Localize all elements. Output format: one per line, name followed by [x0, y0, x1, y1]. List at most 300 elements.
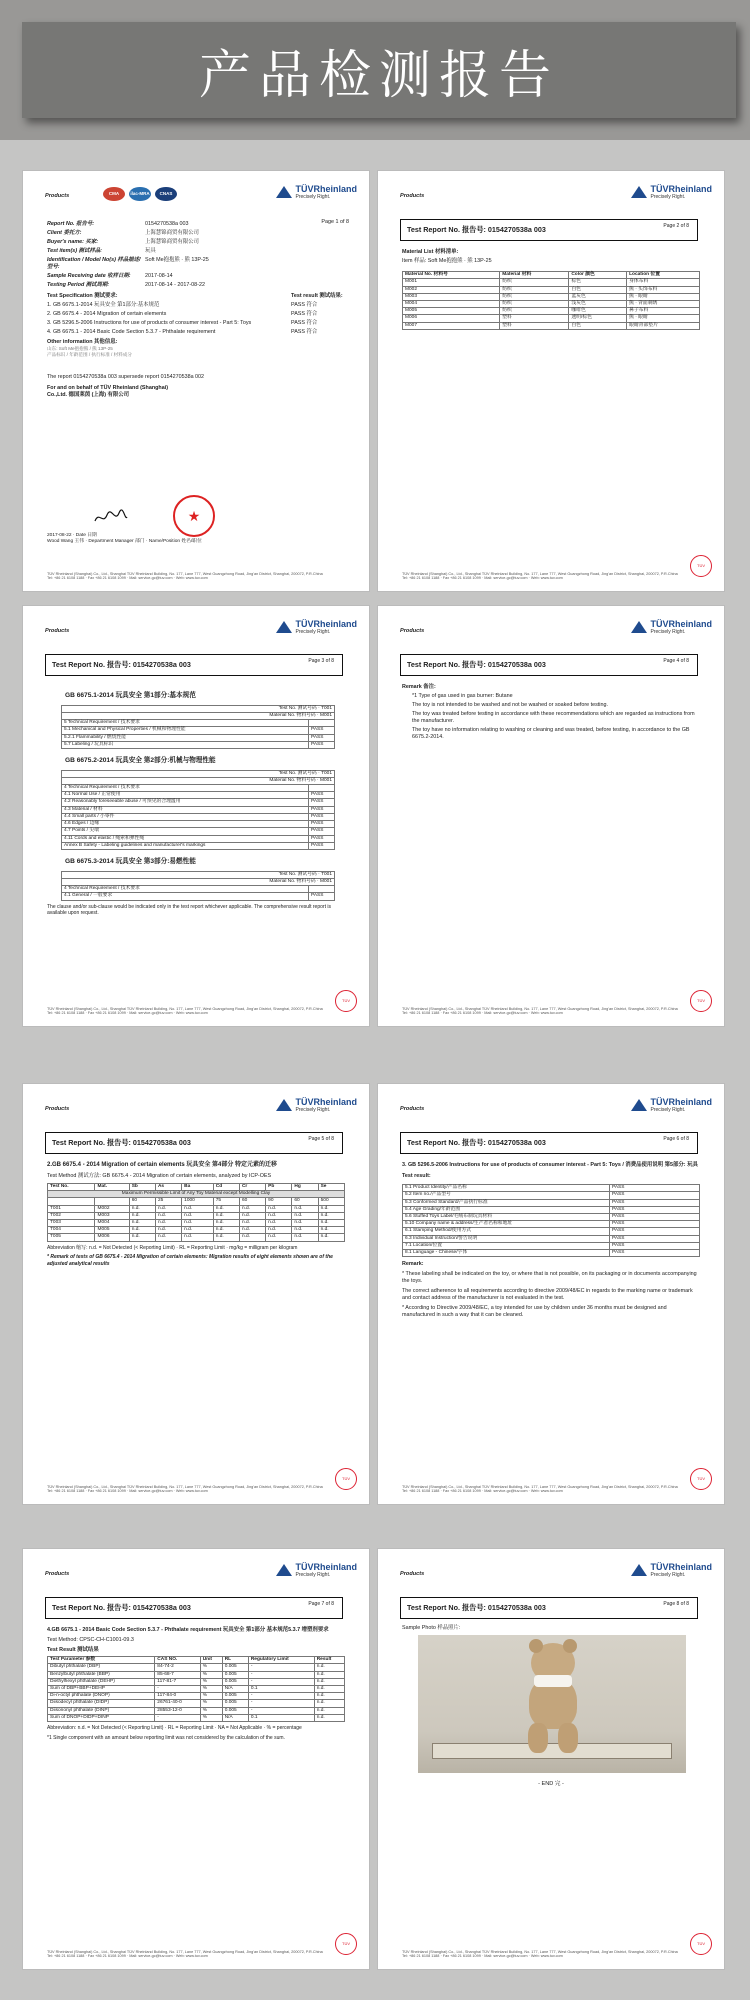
table-cell: - [248, 1678, 314, 1685]
remark-line: * These labeling shall be indicated on the toy, or where that is not possible, on its packaging or in documents accompanying the toys. [402, 1271, 697, 1285]
result-cell: PASS [610, 1228, 700, 1235]
table-cell: n.d. [314, 1700, 344, 1707]
remarks: Remark 备注: *1 Type of gas used in gas burner: Butane The toy is not intended to be washed and not be washed or soaked before testing. The toy was treated before testing in accordance with these recommendations which are regarded as instructions from the manufacturer. The toy have no information relating to washing or cleaning and was treated, before testing, in accordance to the GB 6675.2-2014. [402, 684, 700, 741]
table-header: Result [314, 1657, 344, 1664]
report-page-4 [377, 605, 725, 1027]
table-cell: % [200, 1700, 222, 1707]
cnas-logo: CNAS [155, 187, 177, 201]
spec-row [47, 320, 349, 327]
basic-code-results: GB 6675.1-2014 玩具安全 第1部分:基本规范 Test No. 测试号码 · T001 Material No. 物料号码 · M001 5 Technical Requirement / 技术要求 5.1 Mechanical and Physical Properties / 机械和物理性能 PASS 5.2.1 Flammability / 燃烧性能 PASS 5.7 Labeling / 玩具标识 PASS GB 6675.2-2014 玩具安全 第2部分:机械与物理性能 Test No. 测试号码 · T001 Material No. 物料号码 · M001 4 Technical Requirement / 技术要求 4.1 Normal Use / 正常使用 PASS 4.2 Reasonably foreseeable abuse / 可预见的合理滥用 PASS 4.3 Material / 材料 PASS 4.4 Small parts / 小零件 PASS 4.6 Edges / 边缘 PASS 4.7 Points / 尖端 PASS 4.11 Cords and elastic / 绳索和弹性绳 PASS Annex B Safety - Labeling guidelines and manufacturer's markings PASS GB 6675.3-2014 玩具安全 第3部分:易燃性能 Test No. 测试号码 · T001 Material No. 物料号码 · M001 4 Technical Requirement / 技术要求 4.1 General / 一般要求 PASS The clause and/or sub-clause would be indicated only in the test report whichever applicable. The comprehensive result report is available upon request. [61, 684, 335, 920]
requirement-cell: 5.6 Stuffed Toys Label/毛绒布制玩具材料 [403, 1213, 610, 1220]
material-cell: M004 [95, 1219, 129, 1226]
nd-cell: n.d. [266, 1205, 292, 1212]
requirement-cell: 8.1 Language - Chinese/字体 [403, 1250, 610, 1257]
info-label: Sample Receiving date 收样日期: [47, 273, 131, 280]
table-row [48, 1205, 345, 1212]
table-header: Material No. 材料号 [403, 272, 500, 279]
table-cell: n.d. [314, 1714, 344, 1721]
result-cell: PASS [309, 741, 335, 748]
result-cell: PASS [309, 821, 335, 828]
element-header: As [155, 1183, 181, 1190]
table-cell: M004 [403, 300, 500, 307]
table-cell: n.d. [314, 1664, 344, 1671]
tuv-logo: TÜVRheinland Precisely Right. [276, 620, 357, 635]
table-row [62, 821, 335, 828]
table-cell: % [200, 1707, 222, 1714]
report-number-box: Test Report No. 报告号: 0154270538a 003 Page 8 of 8 [400, 1597, 698, 1619]
table-cell: n.d. [314, 1685, 344, 1692]
nd-cell: n.d. [318, 1227, 344, 1234]
table-cell: - [155, 1685, 200, 1692]
page-footer: TÜV Rheinland (Shanghai) Co., Ltd., Shanghai TÜV Rheinland Building, No. 177, Lane 777, West Guangzhong Road, Jing'an District, Shanghai, 200072, P.R.China Tel: +86 21 6108 1188 · Fax +86 21 6108 1099 · Mail: service-gc@tuv.com · Web: www.tuv.com [402, 571, 678, 581]
banner-title: 产品检测报告 [198, 45, 559, 106]
result-cell [309, 785, 335, 792]
nd-cell: n.d. [129, 1212, 155, 1219]
result-cell: PASS [309, 734, 335, 741]
element-header: Hg [292, 1183, 318, 1190]
table-cell: 117-84-0 [155, 1693, 200, 1700]
table-cell: M001 [403, 279, 500, 286]
table-row [62, 828, 335, 835]
requirement-cell: 5.3 Conformed Standard/产品执行标准 [403, 1199, 610, 1206]
table-cell: % [200, 1685, 222, 1692]
spec-result: PASS 符合 [291, 320, 318, 327]
clause-cell: 4.4 Small parts / 小零件 [62, 813, 309, 820]
table-cell: 棕色 [569, 279, 627, 286]
result-cell: PASS [309, 813, 335, 820]
table-row [62, 720, 335, 727]
report-number-box: Test Report No. 报告号: 0154270538a 003 Page 4 of 8 [400, 654, 698, 676]
table-row [62, 741, 335, 748]
clause-cell: 4.1 General / 一般要求 [62, 893, 309, 900]
table-row [48, 1678, 345, 1685]
tuv-triangle-icon [631, 1564, 647, 1576]
result-cell: PASS [610, 1235, 700, 1242]
table-cell: % [200, 1678, 222, 1685]
products-label: Products [45, 193, 70, 199]
products-label: Products [45, 1571, 70, 1577]
tuv-triangle-icon [276, 1099, 292, 1111]
info-row [47, 239, 349, 246]
result-cell: PASS [309, 799, 335, 806]
test-no-cell: T005 [48, 1234, 95, 1241]
table-row [48, 1685, 345, 1692]
result-cell: PASS [309, 828, 335, 835]
migration-table: Test No. Mat. Sb As Ba Cd Cr Pb Hg Se Maximum Permissible Limit of Any Toy Material except Modelling Clay 60 25 1000 75 60 90 60 500 T001 M002 n.d. n.d. n.d. n.d. n.d. n.d. n.d. n.d. T002 M003 n.d. n.d. n.d. n.d. n.d. n.d. n.d. n.d. T003 M004 n.d. n.d. n.d. n.d. n.d. n.d. n.d. n.d. T004 M005 n.d. n.d. n.d. n.d. n.d. n.d. n.d. n.d. T005 M006 n.d. n.d. n.d. n.d. n.d. n.d. n.d. n.d. [47, 1183, 345, 1242]
table-row [403, 1228, 700, 1235]
sample-photo [418, 1635, 686, 1773]
table-cell: 0.1 [248, 1714, 314, 1721]
clause-cell: Annex B Safety - Labeling guidelines and manufacturer's markings [62, 842, 309, 849]
material-cell: M005 [95, 1227, 129, 1234]
table-cell: Diisononyl phthalate (DINP) [48, 1707, 155, 1714]
table-row [62, 792, 335, 799]
result-cell: PASS [610, 1199, 700, 1206]
table-cell: 熊 · 眼睛 [627, 315, 700, 322]
report-page-5 [22, 1083, 370, 1505]
result-cell: PASS [610, 1185, 700, 1192]
table-cell: 熊 · 眼睛 [627, 293, 700, 300]
page-footer: TÜV Rheinland (Shanghai) Co., Ltd., Shanghai TÜV Rheinland Building, No. 177, Lane 777, West Guangzhong Road, Jing'an District, Shanghai, 200072, P.R.China Tel: +86 21 6108 1188 · Fax +86 21 6108 1099 · Mail: service-gc@tuv.com · Web: www.tuv.com [402, 1484, 678, 1494]
table-cell: N/A [222, 1685, 248, 1692]
result-cell: PASS [610, 1221, 700, 1228]
nd-cell: n.d. [129, 1219, 155, 1226]
requirement-cell: 6.1 Stamping Method/使用方式 [403, 1228, 610, 1235]
table-cell: % [200, 1714, 222, 1721]
nd-cell: n.d. [213, 1227, 239, 1234]
tuv-seal-icon: TÜV [690, 990, 712, 1012]
info-label: Buyer's name: 买家: [47, 239, 99, 246]
remark-line: The toy have no information relating to washing or cleaning and was treated, before testing, in accordance to the GB 6675.2-2014. [412, 727, 690, 741]
limit-cell: 60 [292, 1198, 318, 1205]
banner-card [22, 22, 736, 118]
nd-cell: n.d. [318, 1212, 344, 1219]
tuv-triangle-icon [276, 1564, 292, 1576]
table-cell: n.d. [314, 1671, 344, 1678]
nd-cell: n.d. [182, 1212, 214, 1219]
result-cell: PASS [610, 1192, 700, 1199]
table-cell: 纺织 [500, 279, 569, 286]
migration-results: 2.GB 6675.4 - 2014 Migration of certain elements 玩具安全 第4部分 特定元素的迁移 Test Method 测试方法: GB 6675.4 - 2014 Migration of certain elements, analyzed by ICP-OES Test No. Mat. Sb As Ba Cd Cr Pb Hg Se Maximum Permissible Limit of Any Toy Material except Modelling Clay 60 25 1000 75 60 90 60 500 T001 M002 n.d. n.d. n.d. n.d. n.d. n.d. n.d. n.d. T002 M003 n.d. n.d. n.d. n.d. n.d. n.d. n.d. n.d. T003 M004 n.d. n.d. n.d. n.d. n.d. n.d. n.d. n.d. T004 M005 n.d. n.d. n.d. n.d. n.d. n.d. n.d. n.d. T005 M006 n.d. n.d. n.d. n.d. n.d. n.d. n.d. n.d. Abbreviation 缩写: n.d. = Not Detected (< Reporting Limit) · RL = Reporting Limit · mg/kg = milligram per kilogram * Remark of tests of GB 6675.4 - 2014 Migration of certain elements: Migration results of eight elements shown are of the adjusted analytical results [47, 1162, 345, 1270]
tuv-logo: TÜVRheinland Precisely Right. [631, 1098, 712, 1113]
info-row [47, 221, 349, 228]
table-header: Location 位置 [627, 272, 700, 279]
table-cell: 蓝灰色 [569, 293, 627, 300]
info-value: 0154270538a 003 [145, 221, 189, 227]
table-header: RL [222, 1657, 248, 1664]
clause-cell: 4 Technical Requirement / 技术要求 [62, 785, 309, 792]
table-cell: n.d. [314, 1678, 344, 1685]
table-cell: n.d. [314, 1707, 344, 1714]
requirement-cell: 5.10 Company name & address/生产者名称和地址 [403, 1221, 610, 1228]
result-cell: PASS [309, 842, 335, 849]
spec-row [47, 302, 349, 309]
table-row [62, 734, 335, 741]
tuv-logo: TÜVRheinland Precisely Right. [276, 1563, 357, 1578]
table-row [48, 1212, 345, 1219]
nd-cell: n.d. [129, 1205, 155, 1212]
table-cell: Sum of DNOP+DIDP+DINP [48, 1714, 155, 1721]
limit-cell: 1000 [182, 1198, 214, 1205]
report-number-box: Test Report No. 报告号: 0154270538a 003 Page 7 of 8 [45, 1597, 343, 1619]
spec-result: PASS 符合 [291, 302, 318, 309]
element-header: Cr [239, 1183, 265, 1190]
table-row [403, 279, 700, 286]
nd-cell: n.d. [213, 1212, 239, 1219]
spec-row [47, 329, 349, 336]
nd-cell: n.d. [292, 1212, 318, 1219]
nd-cell: n.d. [292, 1234, 318, 1241]
table-row [403, 1206, 700, 1213]
tuv-logo: TÜVRheinland Precisely Right. [631, 1563, 712, 1578]
table-row [403, 1250, 700, 1257]
table-cell: 117-81-7 [155, 1678, 200, 1685]
test-no-cell: T002 [48, 1212, 95, 1219]
element-header: Cd [213, 1183, 239, 1190]
nd-cell: n.d. [155, 1227, 181, 1234]
material-table [402, 271, 700, 330]
table-header: Unit [200, 1657, 222, 1664]
limit-cell: 60 [129, 1198, 155, 1205]
table-row [48, 1671, 345, 1678]
result-cell: PASS [610, 1213, 700, 1220]
table-row [62, 785, 335, 792]
table-cell: 26761-40-0 [155, 1700, 200, 1707]
table-cell: - [248, 1664, 314, 1671]
table-cell: Diethylhexyl phthalate (DEHP) [48, 1678, 155, 1685]
nd-cell: n.d. [155, 1205, 181, 1212]
table-cell: M003 [403, 293, 500, 300]
company-seal-icon: ★ [173, 495, 215, 537]
clause-cell: 4.1 Normal Use / 正常使用 [62, 792, 309, 799]
page-footer: TÜV Rheinland (Shanghai) Co., Ltd., Shanghai TÜV Rheinland Building, No. 177, Lane 777, West Guangzhong Road, Jing'an District, Shanghai, 200072, P.R.China Tel: +86 21 6108 1188 · Fax +86 21 6108 1099 · Mail: service-gc@tuv.com · Web: www.tuv.com [47, 1006, 323, 1016]
nd-cell: n.d. [182, 1205, 214, 1212]
table-row [62, 842, 335, 849]
spec-row [47, 311, 349, 318]
spec-text: 4. GB 6675.1 - 2014 Basic Code Section 5.3.7 - Phthalate requirement [47, 329, 216, 336]
table-header: CAS NO. [155, 1657, 200, 1664]
table-cell: 塑料 [500, 322, 569, 329]
table-cell: % [200, 1664, 222, 1671]
result-cell: PASS [610, 1242, 700, 1249]
table-row [48, 1693, 345, 1700]
table-cell: - [248, 1693, 314, 1700]
table-cell: - [248, 1707, 314, 1714]
table-row [62, 813, 335, 820]
result-cell [309, 720, 335, 727]
nd-cell: n.d. [239, 1205, 265, 1212]
remark-line: The toy is not intended to be washed and not be washed or soaked before testing. [412, 702, 608, 709]
table-header: Material 材料 [500, 272, 569, 279]
end-marker: - END 完 - [538, 1781, 564, 1787]
table-cell: Dibutyl phthalate (DBP) [48, 1664, 155, 1671]
nd-cell: n.d. [292, 1205, 318, 1212]
nd-cell: n.d. [318, 1219, 344, 1226]
clause-cell: 4 Technical Requirement / 技术要求 [62, 886, 309, 893]
nd-cell: n.d. [266, 1227, 292, 1234]
nd-cell: n.d. [266, 1234, 292, 1241]
table-row [403, 300, 700, 307]
cma-logo: CMA [103, 187, 125, 201]
sign-info: 2017-08-22 · Date 日期 Wood Wang 王伟 · Department Manager 部门 · Name/Position 姓名/职位 [47, 533, 202, 545]
report-page-6 [377, 1083, 725, 1505]
table-row [403, 315, 700, 322]
clause-cell: 5.7 Labeling / 玩具标识 [62, 741, 309, 748]
remark-line: * According to Directive 2009/48/EC, a toy intended for use by children under 36 months must be designed and manufactured in such a way that it can be cleaned. [402, 1305, 667, 1319]
limit-cell: 90 [266, 1198, 292, 1205]
tuv-seal-icon: TÜV [690, 555, 712, 577]
table-cell: - [248, 1671, 314, 1678]
clause-cell: 4.2 Reasonably foreseeable abuse / 可预见的合理滥用 [62, 799, 309, 806]
page-header [45, 185, 357, 207]
table-row [403, 322, 700, 329]
clause-cell: 5.2.1 Flammability / 燃烧性能 [62, 734, 309, 741]
table-cell: 纺织 [500, 308, 569, 315]
info-label: Report No. 报告号: [47, 221, 95, 227]
banner [0, 0, 750, 140]
limit-cell: 25 [155, 1198, 181, 1205]
tuv-triangle-icon [631, 621, 647, 633]
result-cell: PASS [610, 1250, 700, 1257]
result-cell: PASS [309, 835, 335, 842]
table-cell: 鼻子布料 [627, 308, 700, 315]
clause-cell: 4.6 Edges / 边缘 [62, 821, 309, 828]
ilac-logo: ilac-MRA [129, 187, 151, 201]
nd-cell: n.d. [239, 1227, 265, 1234]
result-cell: PASS [610, 1206, 700, 1213]
table-cell: 0.005 [222, 1700, 248, 1707]
report-page-3 [22, 605, 370, 1027]
nd-cell: n.d. [239, 1219, 265, 1226]
info-row [47, 230, 349, 237]
nd-cell: n.d. [213, 1219, 239, 1226]
table-cell: 0.005 [222, 1693, 248, 1700]
element-header: Ba [182, 1183, 214, 1190]
table-row [403, 1185, 700, 1192]
table-row [48, 1714, 345, 1721]
nd-cell: n.d. [182, 1227, 214, 1234]
info-value: 玩具 [145, 248, 156, 255]
spec-text: 2. GB 6675.4 - 2014 Migration of certain elements [47, 311, 167, 318]
result-cell: PASS [309, 727, 335, 734]
table-cell: 咖啡色 [569, 308, 627, 315]
report-page-1 [22, 170, 370, 592]
table-header: Test Parameter 参数 [48, 1657, 155, 1664]
table-row [62, 893, 335, 900]
tuv-logo: TÜVRheinland Precisely Right. [276, 185, 357, 200]
tuv-triangle-icon [631, 1099, 647, 1111]
table-cell: 白色 [569, 286, 627, 293]
requirement-cell: 7.1 Location/位置 [403, 1242, 610, 1249]
table-cell: 浅灰色 [569, 300, 627, 307]
tuv-seal-icon: TÜV [690, 1933, 712, 1955]
spec-result: PASS 符合 [291, 329, 318, 336]
clause-cell: 5 Technical Requirement / 技术要求 [62, 720, 309, 727]
info-label: Test item(s) 测试样品: [47, 248, 102, 255]
nd-cell: n.d. [318, 1205, 344, 1212]
products-label: Products [400, 193, 425, 199]
report-page-8 [377, 1548, 725, 1970]
table-cell: Di-n-octyl phthalate (DNOP) [48, 1693, 155, 1700]
nd-cell: n.d. [318, 1234, 344, 1241]
teddy-bear-image [514, 1643, 592, 1755]
requirement-cell: 6.3 Individual Instruction/警告说明 [403, 1235, 610, 1242]
sample-photo-label: Sample Photo 样品照片: [402, 1625, 461, 1631]
table-row [403, 286, 700, 293]
table-cell: 眼睛背部垫片 [627, 322, 700, 329]
table-row [403, 1235, 700, 1242]
tuv-seal-icon: TÜV [335, 1468, 357, 1490]
table-cell: M002 [403, 286, 500, 293]
table-cell: 28553-12-0 [155, 1707, 200, 1714]
table-row [62, 886, 335, 893]
table-row [48, 1700, 345, 1707]
nd-cell: n.d. [155, 1219, 181, 1226]
nd-cell: n.d. [129, 1234, 155, 1241]
requirement-cell: 5.1 Product Identity/产品名称 [403, 1185, 610, 1192]
material-cell: M006 [95, 1234, 129, 1241]
test-no-cell: T003 [48, 1219, 95, 1226]
table-cell: n.d. [314, 1693, 344, 1700]
products-label: Products [400, 628, 425, 634]
material-cell: M003 [95, 1212, 129, 1219]
cert-logos [103, 187, 177, 201]
table-cell: % [200, 1693, 222, 1700]
table-row [403, 308, 700, 315]
table-row [62, 835, 335, 842]
report-page-2 [377, 170, 725, 592]
table-cell: 透明/棕色 [569, 315, 627, 322]
tuv-seal-icon: TÜV [335, 1933, 357, 1955]
element-header: Pb [266, 1183, 292, 1190]
report-number-box: Test Report No. 报告号: 0154270538a 003 Page 5 of 8 [45, 1132, 343, 1154]
page-footer: TÜV Rheinland (Shanghai) Co., Ltd., Shanghai TÜV Rheinland Building, No. 177, Lane 777, West Guangzhong Road, Jing'an District, Shanghai, 200072, P.R.China Tel: +86 21 6108 1188 · Fax +86 21 6108 1099 · Mail: service-gc@tuv.com · Web: www.tuv.com [402, 1006, 678, 1016]
table-row [48, 1219, 345, 1226]
nd-cell: n.d. [155, 1212, 181, 1219]
table-cell: - [155, 1714, 200, 1721]
nd-cell: n.d. [239, 1234, 265, 1241]
clause-cell: 4.3 Material / 材料 [62, 806, 309, 813]
element-header: Sb [129, 1183, 155, 1190]
info-value: 上海慧锦商贸有限公司 [145, 239, 199, 246]
result-cell [309, 886, 335, 893]
table-cell: 0.005 [222, 1664, 248, 1671]
tuv-logo: TÜVRheinland Precisely Right. [631, 620, 712, 635]
tuv-logo: TÜVRheinland Precisely Right. [276, 1098, 357, 1113]
table-cell: 0.005 [222, 1678, 248, 1685]
table-cell: 0.005 [222, 1671, 248, 1678]
table-cell: 纺织 [500, 300, 569, 307]
table-row [62, 806, 335, 813]
remark-line: *1 Type of gas used in gas burner: Butane [412, 693, 513, 700]
table-cell: 熊 · 背面刺绣 [627, 300, 700, 307]
limit-cell: 500 [318, 1198, 344, 1205]
requirement-cell: 5.2 Item no./产品型号 [403, 1192, 610, 1199]
remark-line: The toy was treated before testing in accordance with these recommendations which are regarded as instructions from the manufacturer. [412, 711, 695, 725]
instructions-results: 3. GB 5296.5-2006 Instructions for use of products of consumer interest - Part 5: Toys / 消费品使用说明 第5部分: 玩具 Test result: 5.1 Product Identity/产品名称 PASS 5.2 Item no./产品型号 PASS 5.3 Conformed Standard/产品执行标准 PASS 5.4 Age Grading/年龄范围 PASS 5.6 Stuffed Toys Label/毛绒布制玩具材料 PASS 5.10 Company name & address/生产者名称和地址 PASS 6.1 Stamping Method/使用方式 PASS 6.3 Individual Instruction/警告说明 PASS 7.1 Location/位置 PASS 8.1 Language - Chinese/字体 PASS Remark: * These labeling shall be indicated on the toy, or where that is not possible, on its packaging or in documents accompanying the toys. The correct adherence to all requirements according to directive 2009/48/EC in regards to the marking name or trademark and contact address of the manufacturer is not evaluated in the test. * According to Directive 2009/48/EC, a toy intended for use by children under 36 months must be designed and manufactured in such a way that it can be cleaned. [402, 1162, 700, 1319]
phthalate-results: 4.GB 6675.1 - 2014 Basic Code Section 5.3.7 - Phthalate requirement 玩具安全 第1部分 基本规范5.3.7 增塑剂要求 Test Method: CPSC-CH-C1001-09.3 Test Result 测试结果 Test Parameter 参数 CAS NO. Unit RL Regulatory Limit Result Dibutyl phthalate (DBP) 84-74-2 % 0.005 - n.d. Benzylbutyl phthalate (BBP) 85-68-7 % 0.005 - n.d. Diethylhexyl phthalate (DEHP) 117-81-7 % 0.005 - n.d. Sum of DBP+BBP+DEHP - % N/A 0.1 n.d. Di-n-octyl phthalate (DNOP) 117-84-0 % 0.005 - n.d. Diisodecyl phthalate (DIDP) 26761-40-0 % 0.005 - n.d. Diisononyl phthalate (DINP) 28553-12-0 % 0.005 - n.d. Sum of DNOP+DIDP+DINP - % N/A 0.1 n.d. Abbreviation: n.d. = Not Detected (< Reporting Limit) · RL = Reporting Limit · NA = Not Applicable · % = percentage *1 Single component with an amount below reporting limit was not considered by the calculation of the sum. [47, 1627, 345, 1744]
table-cell: 84-74-2 [155, 1664, 200, 1671]
table-header: Color 颜色 [569, 272, 627, 279]
table-cell: Diisodecyl phthalate (DIDP) [48, 1700, 155, 1707]
report-number-box: Test Report No. 报告号: 0154270538a 003 Page 6 of 8 [400, 1132, 698, 1154]
page-footer: TÜV Rheinland (Shanghai) Co., Ltd., Shanghai TÜV Rheinland Building, No. 177, Lane 777, West Guangzhong Road, Jing'an District, Shanghai, 200072, P.R.China Tel: +86 21 6108 1188 · Fax +86 21 6108 1099 · Mail: service-gc@tuv.com · Web: www.tuv.com [47, 571, 323, 581]
table-cell: 白色 [569, 322, 627, 329]
info-value: 2017-08-14 - 2017-08-22 [145, 282, 205, 289]
nd-cell: n.d. [213, 1234, 239, 1241]
products-label: Products [45, 1106, 70, 1112]
clause-cell: 4.11 Cords and elastic / 绳索和弹性绳 [62, 835, 309, 842]
nd-cell: n.d. [182, 1234, 214, 1241]
element-header: Se [318, 1183, 344, 1190]
spec-text: 1. GB 6675.1-2014 玩具安全 第1部分:基本规范 [47, 302, 160, 309]
table-row [403, 1242, 700, 1249]
table-row [403, 1221, 700, 1228]
tuv-triangle-icon [276, 186, 292, 198]
table-cell: 身体布料 [627, 279, 700, 286]
limit-cell: 60 [239, 1198, 265, 1205]
info-value: Soft Me抱抱熊 · 熊 13P-25 [145, 257, 209, 264]
spec-result: PASS 符合 [291, 311, 318, 318]
info-label: Testing Period 测试周期: [47, 282, 110, 289]
instructions-table [402, 1184, 700, 1257]
material-cell: M002 [95, 1205, 129, 1212]
nd-cell: n.d. [155, 1234, 181, 1241]
nd-cell: n.d. [239, 1212, 265, 1219]
products-label: Products [400, 1571, 425, 1577]
nd-cell: n.d. [182, 1219, 214, 1226]
table-cell: M005 [403, 308, 500, 315]
